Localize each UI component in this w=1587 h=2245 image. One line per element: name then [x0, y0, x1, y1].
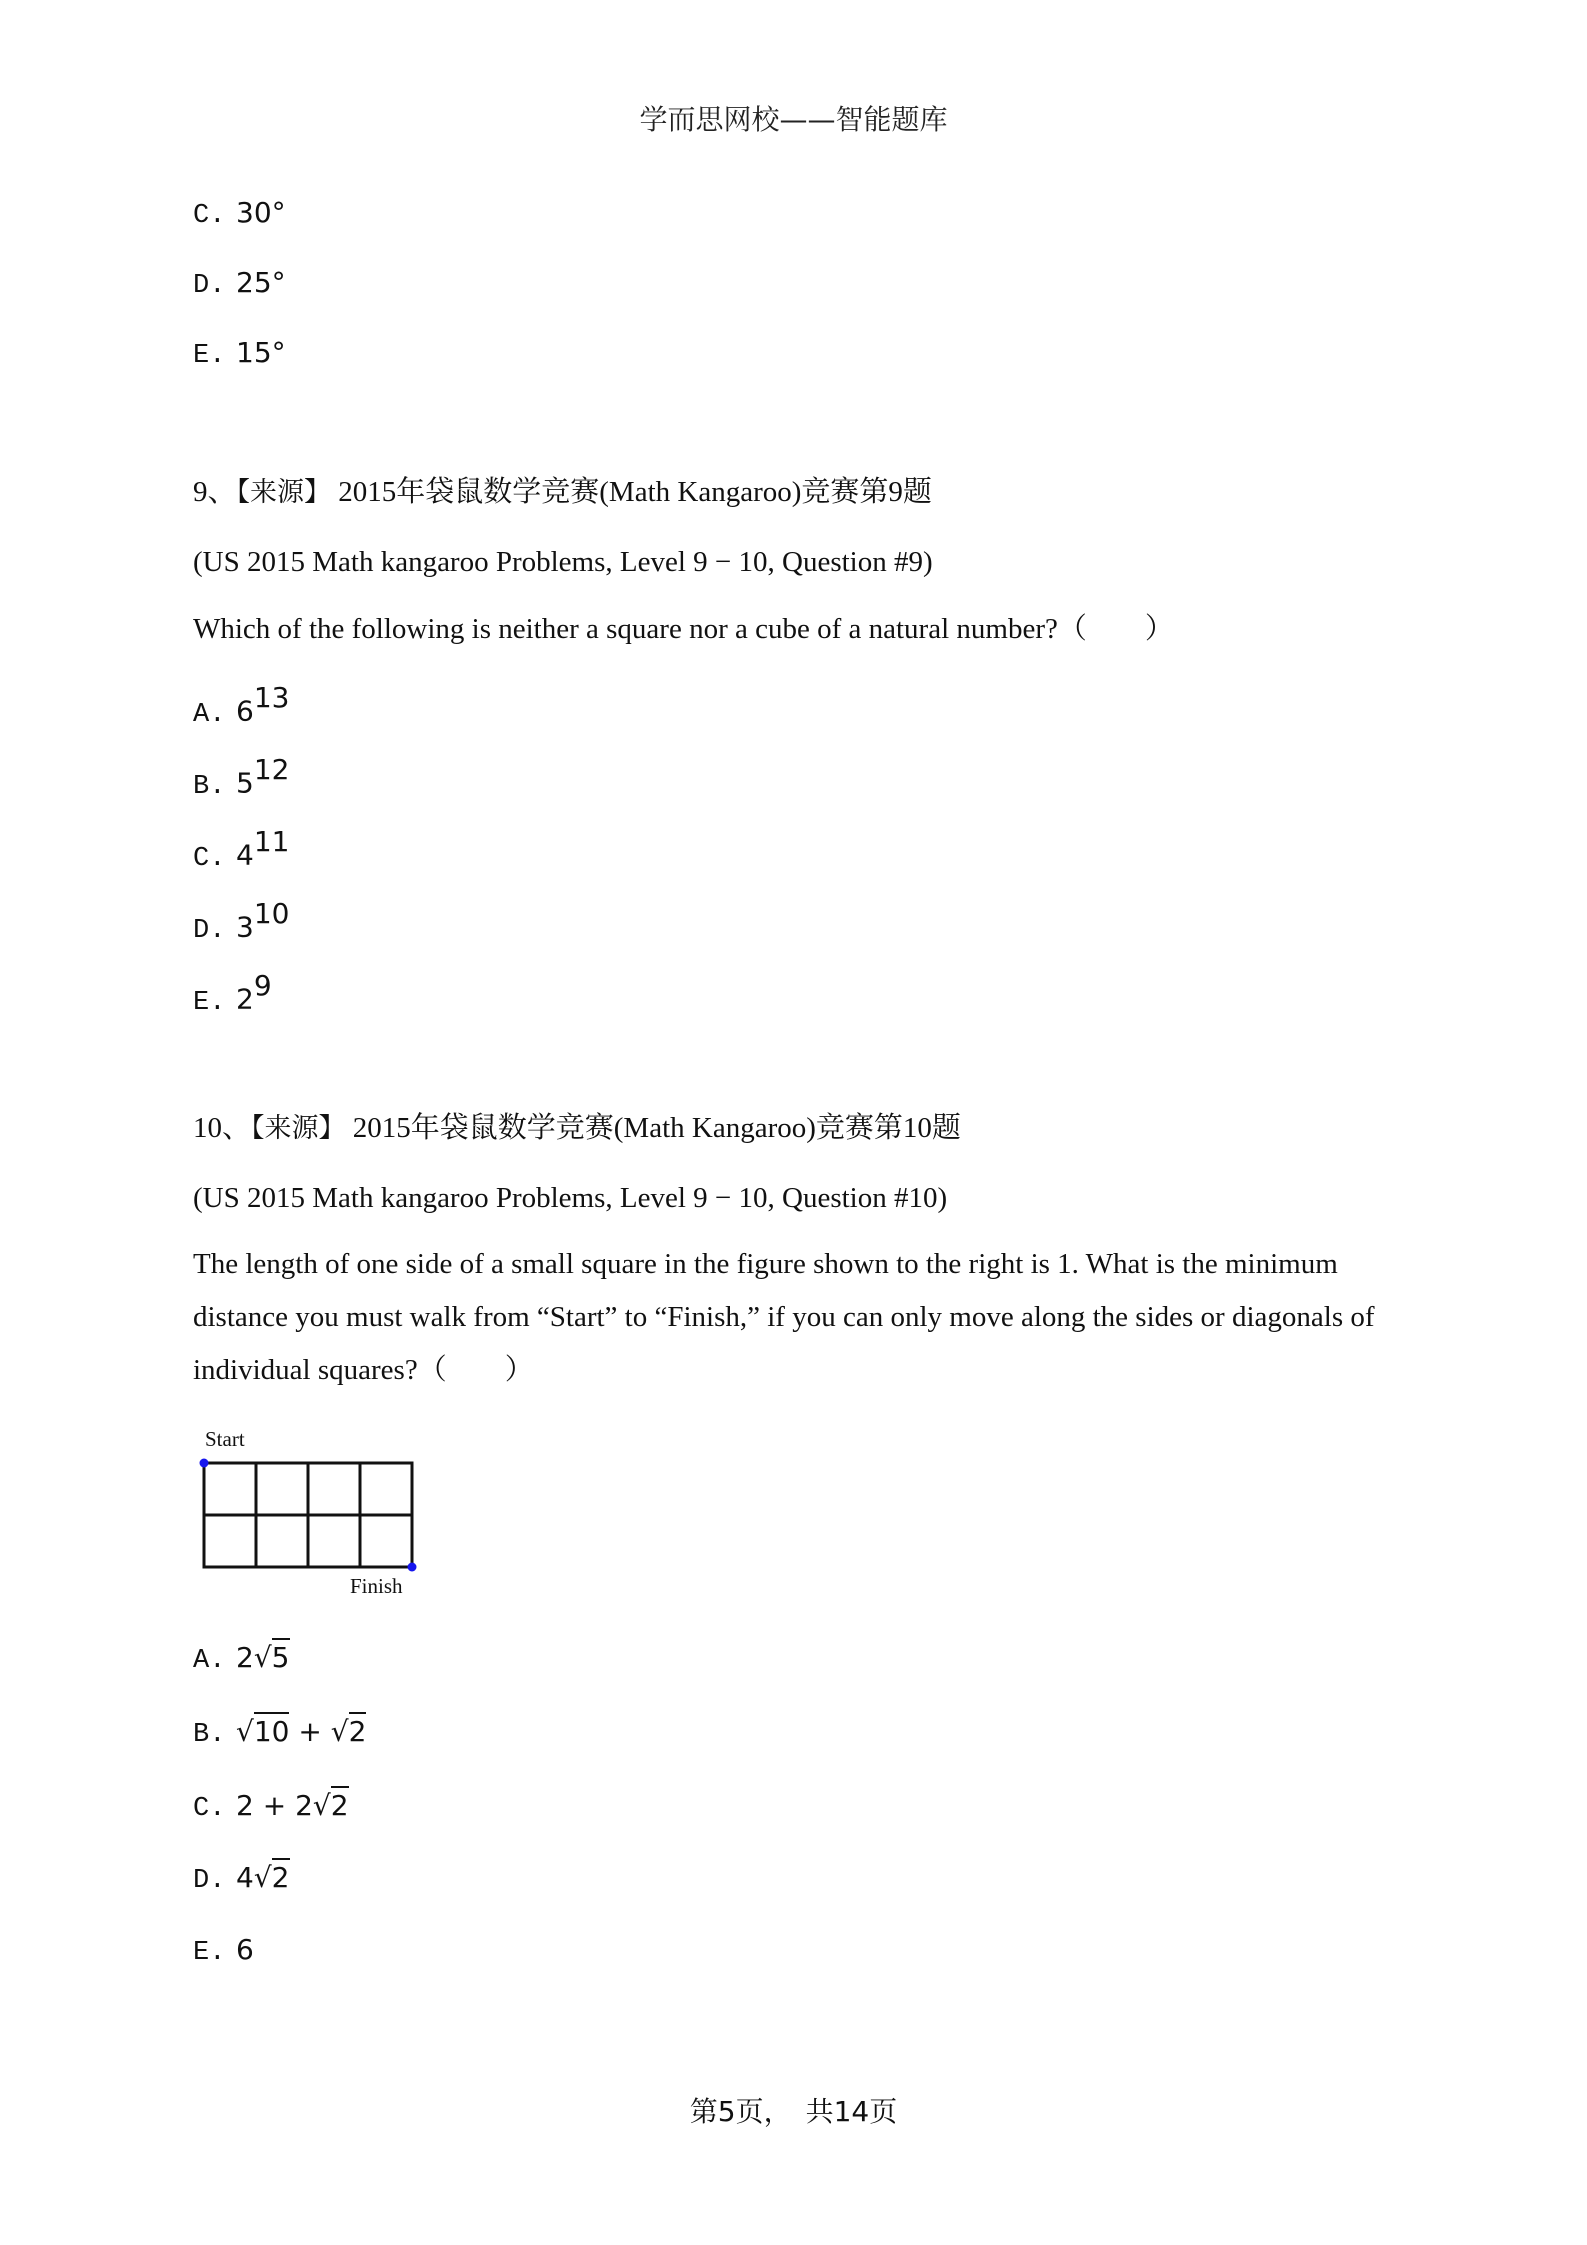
sqrt-sign: √ — [253, 1641, 272, 1674]
option-exponent: 11 — [253, 825, 290, 858]
finish-point — [408, 1563, 417, 1572]
option-c[interactable] — [193, 195, 286, 234]
q10-option-b[interactable] — [193, 1714, 366, 1753]
sqrt-sign: √ — [312, 1789, 331, 1822]
option-exponent: 13 — [253, 681, 290, 714]
start-point — [200, 1459, 209, 1468]
option-letter: C. — [193, 201, 226, 231]
option-letter: E. — [193, 987, 226, 1018]
option-base: 3 — [236, 910, 254, 944]
option-exponent: 9 — [253, 969, 272, 1002]
option-letter: E. — [193, 341, 226, 371]
option-base: 5 — [236, 766, 254, 800]
source-tag: 【来源】 — [251, 1113, 346, 1144]
option-base: 4 — [236, 838, 254, 872]
option-exponent: 10 — [253, 897, 290, 930]
option-letter: A. — [193, 699, 226, 730]
question-10-text-line-1: The length of one side of a small square in the figure shown to the right is 1. What is the minimum — [193, 1248, 1338, 1280]
radicand: 2 — [349, 1712, 367, 1748]
option-d[interactable] — [193, 265, 286, 304]
question-10-subtitle: (US 2015 Math kangaroo Problems, Level 9 − 10, Question #10) — [193, 1182, 948, 1214]
radicand: 5 — [272, 1638, 290, 1674]
plus-sign: + — [289, 1715, 331, 1748]
radicand: 2 — [331, 1786, 349, 1822]
question-number: 10、 — [193, 1112, 252, 1144]
source-text: 2015年袋鼠数学竞赛(Math Kangaroo)竞赛第9题 — [331, 476, 932, 508]
question-9-source — [193, 474, 932, 511]
question-10-text-line-2: distance you must walk from “Start” to “Finish,” if you can only move along the sides or diagonals of — [193, 1301, 1375, 1333]
q9-option-d[interactable] — [193, 899, 289, 949]
option-value: 15° — [236, 336, 286, 369]
option-e[interactable] — [193, 335, 286, 374]
option-base: 2 — [236, 982, 254, 1016]
question-number: 9、 — [193, 476, 237, 508]
q9-option-e[interactable] — [193, 971, 272, 1021]
q10-option-c[interactable] — [193, 1788, 349, 1827]
option-letter: C. — [193, 1794, 226, 1824]
option-base: 6 — [236, 694, 254, 728]
option-prefix: 2 + 2 — [236, 1789, 313, 1822]
sqrt-sign: √ — [236, 1715, 254, 1748]
option-letter: C. — [193, 843, 226, 874]
question-10-text-line-3: individual squares?（ ） — [193, 1354, 534, 1386]
option-letter: D. — [193, 271, 226, 301]
source-text: 2015年袋鼠数学竞赛(Math Kangaroo)竞赛第10题 — [345, 1112, 961, 1144]
option-letter: B. — [193, 771, 226, 802]
radicand: 2 — [272, 1858, 290, 1894]
page-footer: 第5页， 共14页 — [689, 2095, 898, 2128]
option-value: 6 — [236, 1933, 254, 1966]
option-letter: B. — [193, 1720, 226, 1750]
option-letter: D. — [193, 915, 226, 946]
source-tag: 【来源】 — [236, 477, 332, 508]
option-value: 30° — [236, 196, 286, 229]
page-header: 学而思网校——智能题库 — [639, 103, 948, 136]
q9-option-b[interactable] — [193, 755, 289, 805]
grid-figure — [190, 1425, 430, 1610]
option-coefficient: 2 — [236, 1641, 254, 1674]
option-value: 25° — [236, 266, 286, 299]
finish-label: Finish — [350, 1574, 403, 1598]
q10-option-d[interactable] — [193, 1860, 290, 1899]
q9-option-a[interactable] — [193, 683, 289, 733]
option-coefficient: 4 — [236, 1861, 254, 1894]
option-letter: D. — [193, 1866, 226, 1896]
sqrt-sign: √ — [253, 1861, 272, 1894]
option-exponent: 12 — [253, 753, 290, 786]
option-letter: A. — [193, 1646, 226, 1676]
question-10-source — [193, 1110, 961, 1147]
question-9-subtitle: (US 2015 Math kangaroo Problems, Level 9 − 10, Question #9) — [193, 546, 933, 578]
q10-option-e[interactable] — [193, 1932, 254, 1971]
q10-option-a[interactable] — [193, 1640, 290, 1679]
option-letter: E. — [193, 1938, 226, 1968]
question-9-text: Which of the following is neither a square nor a cube of a natural number?（ ） — [193, 613, 1174, 645]
grid-lines — [204, 1463, 412, 1567]
sqrt-sign: √ — [330, 1715, 349, 1748]
start-label: Start — [205, 1427, 245, 1451]
radicand: 10 — [254, 1712, 290, 1748]
q9-option-c[interactable] — [193, 827, 289, 877]
